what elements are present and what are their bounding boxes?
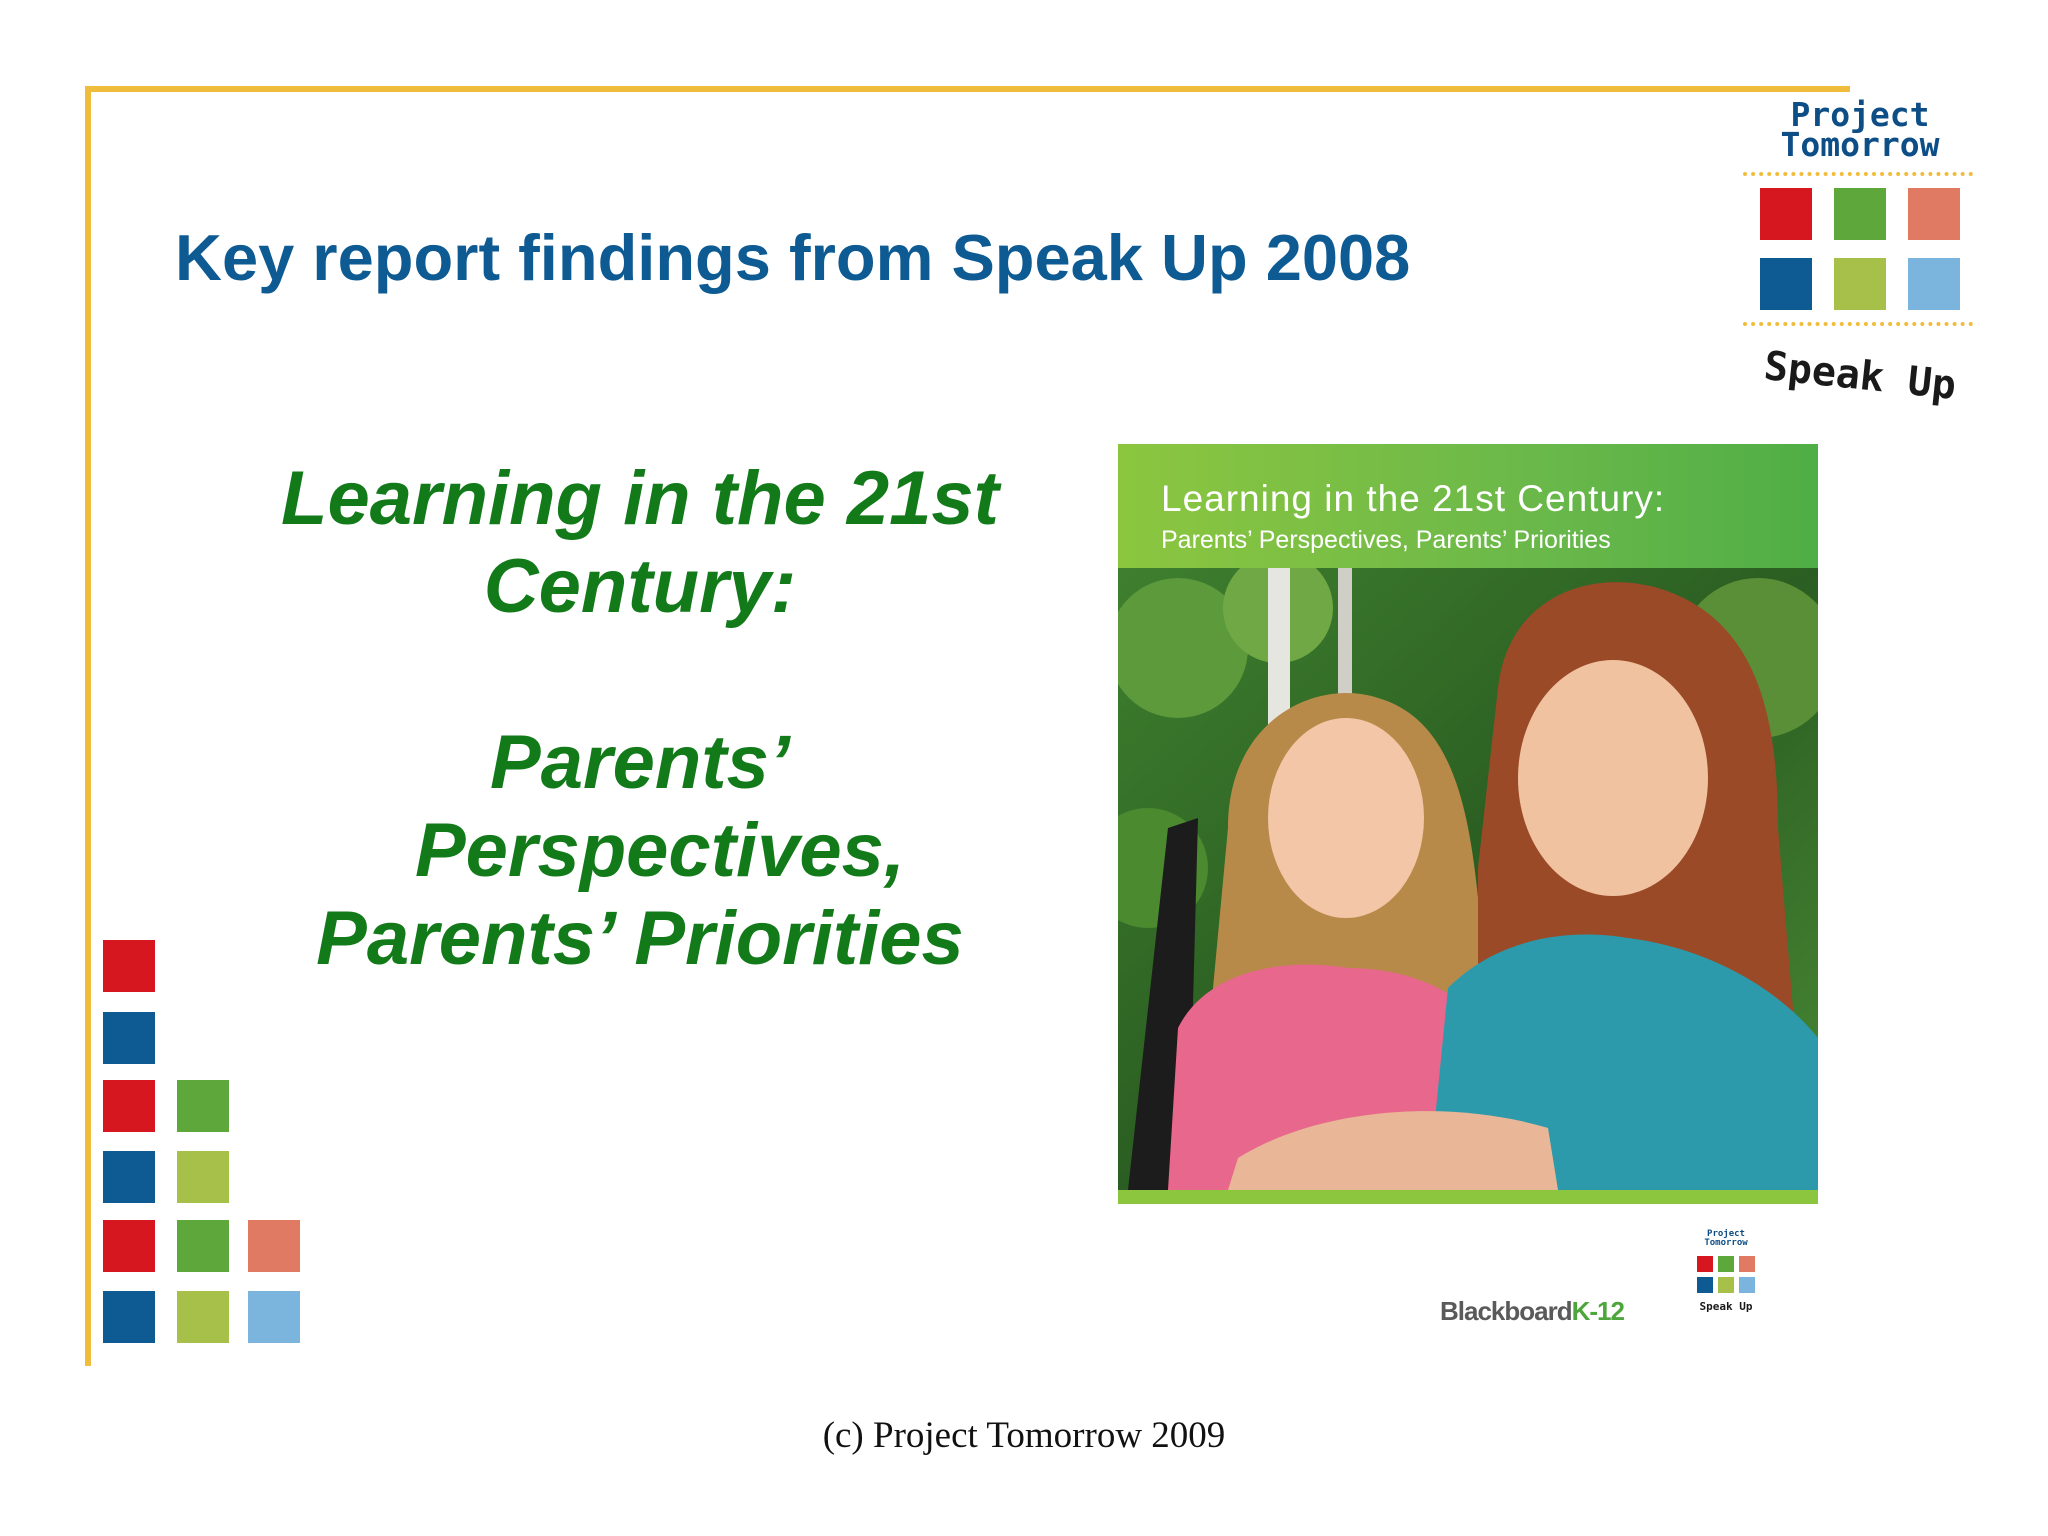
- report-title-line-3: Parents’: [490, 720, 790, 805]
- decor-square-salmon: [248, 1220, 300, 1272]
- decor-square-blue: [103, 1012, 155, 1064]
- decor-square-red: [103, 1080, 155, 1132]
- cover-subtitle: Parents’ Perspectives, Parents’ Priorities: [1161, 526, 1611, 554]
- mini-logo-line-2: Tomorrow: [1704, 1238, 1748, 1248]
- blackboard-logo: [1440, 1296, 1624, 1327]
- logo-tagline: Speak Up: [1761, 343, 1959, 409]
- decor-square-red: [103, 940, 155, 992]
- mini-square-lime: [1718, 1277, 1734, 1293]
- mini-square-green: [1718, 1256, 1734, 1272]
- blackboard-brand: Blackboard: [1440, 1296, 1572, 1326]
- mini-logo-tagline: Speak Up: [1699, 1300, 1753, 1313]
- mini-logo-line-1: Project: [1707, 1229, 1745, 1239]
- logo-square-salmon: [1908, 188, 1960, 240]
- logo-square-blue: [1760, 258, 1812, 310]
- decor-square-lime: [177, 1291, 229, 1343]
- logo-divider-bottom: [1743, 322, 1973, 326]
- decor-square-sky: [248, 1291, 300, 1343]
- slide-title: Key report findings from Speak Up 2008: [175, 221, 1411, 294]
- decor-square-green: [177, 1080, 229, 1132]
- logo-line-2: Tomorrow: [1780, 125, 1940, 164]
- project-tomorrow-logo: [1735, 95, 1985, 420]
- mini-speak-up-logo: [1688, 1230, 1764, 1320]
- logo-color-grid: [1760, 188, 1960, 310]
- blackboard-product: K-12: [1571, 1296, 1624, 1326]
- cover-title: Learning in the 21st Century:: [1161, 478, 1666, 519]
- mini-logo-grid: [1697, 1256, 1755, 1293]
- report-title-line-5: Parents’ Priorities: [316, 896, 964, 981]
- copyright-footer: (c) Project Tomorrow 2009: [822, 1415, 1226, 1456]
- logo-square-lime: [1834, 258, 1886, 310]
- report-title-line-4: Perspectives,: [414, 808, 906, 893]
- decor-square-blue: [103, 1291, 155, 1343]
- mini-square-red: [1697, 1256, 1713, 1272]
- mini-square-blue: [1697, 1277, 1713, 1293]
- logo-square-green: [1834, 188, 1886, 240]
- report-title-spacer: [200, 631, 1080, 719]
- cover-header: [1118, 444, 1818, 568]
- decor-square-red: [103, 1220, 155, 1272]
- report-title-line-1: Learning in the 21st: [281, 456, 999, 541]
- decor-square-lime: [177, 1151, 229, 1203]
- logo-divider-top: [1743, 172, 1973, 176]
- report-cover-image: [1118, 444, 1818, 1204]
- decor-square-green: [177, 1220, 229, 1272]
- report-title: [200, 455, 1080, 983]
- cover-photo: [1118, 568, 1818, 1190]
- logo-square-red: [1760, 188, 1812, 240]
- slide-frame-left: [85, 86, 91, 1366]
- slide-frame-top: [85, 86, 1850, 92]
- mini-square-sky: [1739, 1277, 1755, 1293]
- mini-square-salmon: [1739, 1256, 1755, 1272]
- logo-square-sky: [1908, 258, 1960, 310]
- report-title-line-2: Century:: [483, 544, 797, 629]
- decor-square-blue: [103, 1151, 155, 1203]
- cover-bottom-bar: [1118, 1190, 1818, 1204]
- logo-line-1: Project: [1790, 95, 1930, 134]
